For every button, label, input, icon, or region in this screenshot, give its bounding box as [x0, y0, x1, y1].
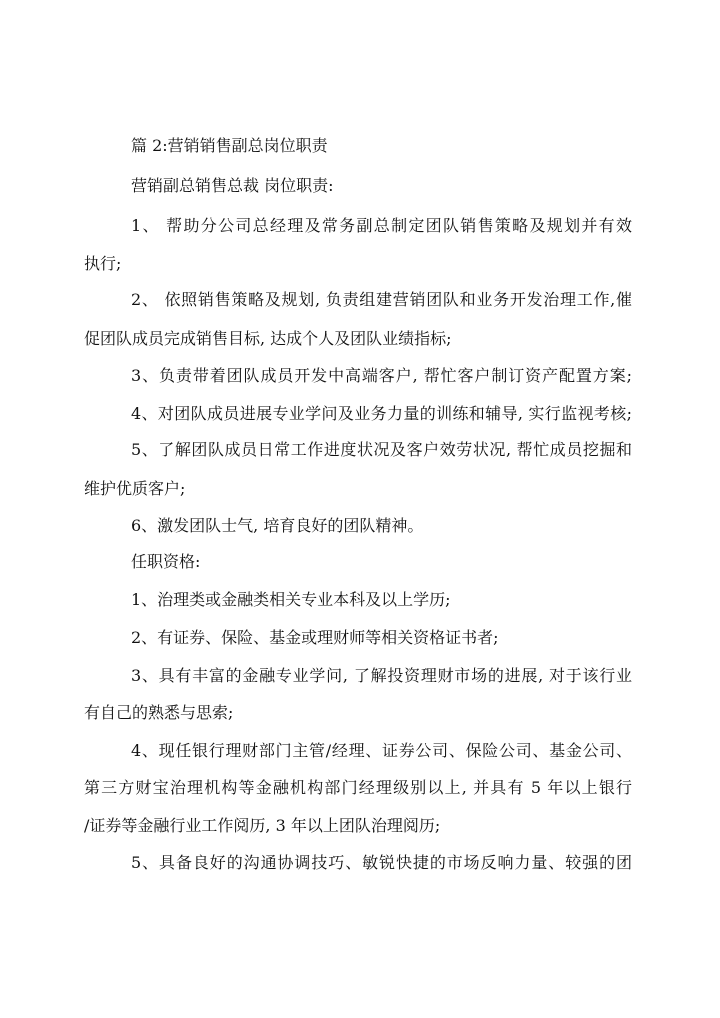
qualification-3-line-1: 3、具有丰富的金融专业学问, 了解投资理财市场的进展, 对于该行业 — [131, 666, 632, 685]
qualification-3-line-2: 有自己的熟悉与思索; — [84, 703, 234, 722]
qualifications-title: 任职资格: — [131, 552, 201, 571]
section-heading: 篇 2:营销销售副总岗位职责 — [131, 136, 328, 155]
subheading: 营销副总销售总裁 岗位职责: — [131, 176, 334, 195]
duty-5-line-2: 维护优质客户; — [84, 479, 186, 498]
duty-1-line-1: 1、 帮助分公司总经理及常务副总制定团队销售策略及规划并有效 — [131, 216, 632, 235]
qualification-4-line-3: /证券等金融行业工作阅历, 3 年以上团队治理阅历; — [84, 816, 441, 835]
duty-5-line-1: 5、了解团队成员日常工作进度状况及客户效劳状况, 帮忙成员挖掘和 — [131, 440, 632, 459]
qualification-4-line-1: 4、现任银行理财部门主管/经理、证券公司、保险公司、基金公司、 — [131, 741, 632, 760]
qualification-5-line-1: 5、具备良好的沟通协调技巧、敏锐快捷的市场反响力量、较强的团 — [131, 853, 632, 872]
duty-2-line-2: 促团队成员完成销售目标, 达成个人及团队业绩指标; — [84, 329, 452, 348]
qualification-2: 2、有证券、保险、基金或理财师等相关资格证书者; — [131, 628, 499, 647]
duty-3: 3、负责带着团队成员开发中高端客户, 帮忙客户制订资产配置方案; — [131, 366, 632, 385]
duty-6: 6、激发团队士气, 培育良好的团队精神。 — [131, 516, 424, 535]
duty-1-line-2: 执行; — [84, 254, 122, 273]
qualification-1: 1、治理类或金融类相关专业本科及以上学历; — [131, 590, 451, 609]
duty-2-line-1: 2、 依照销售策略及规划, 负责组建营销团队和业务开发治理工作,催 — [131, 290, 632, 309]
duty-4: 4、对团队成员进展专业学问及业务力量的训练和辅导, 实行监视考核; — [131, 404, 632, 423]
qualification-4-line-2: 第三方财宝治理机构等金融机构部门经理级别以上, 并具有 5 年以上银行 — [84, 778, 632, 797]
